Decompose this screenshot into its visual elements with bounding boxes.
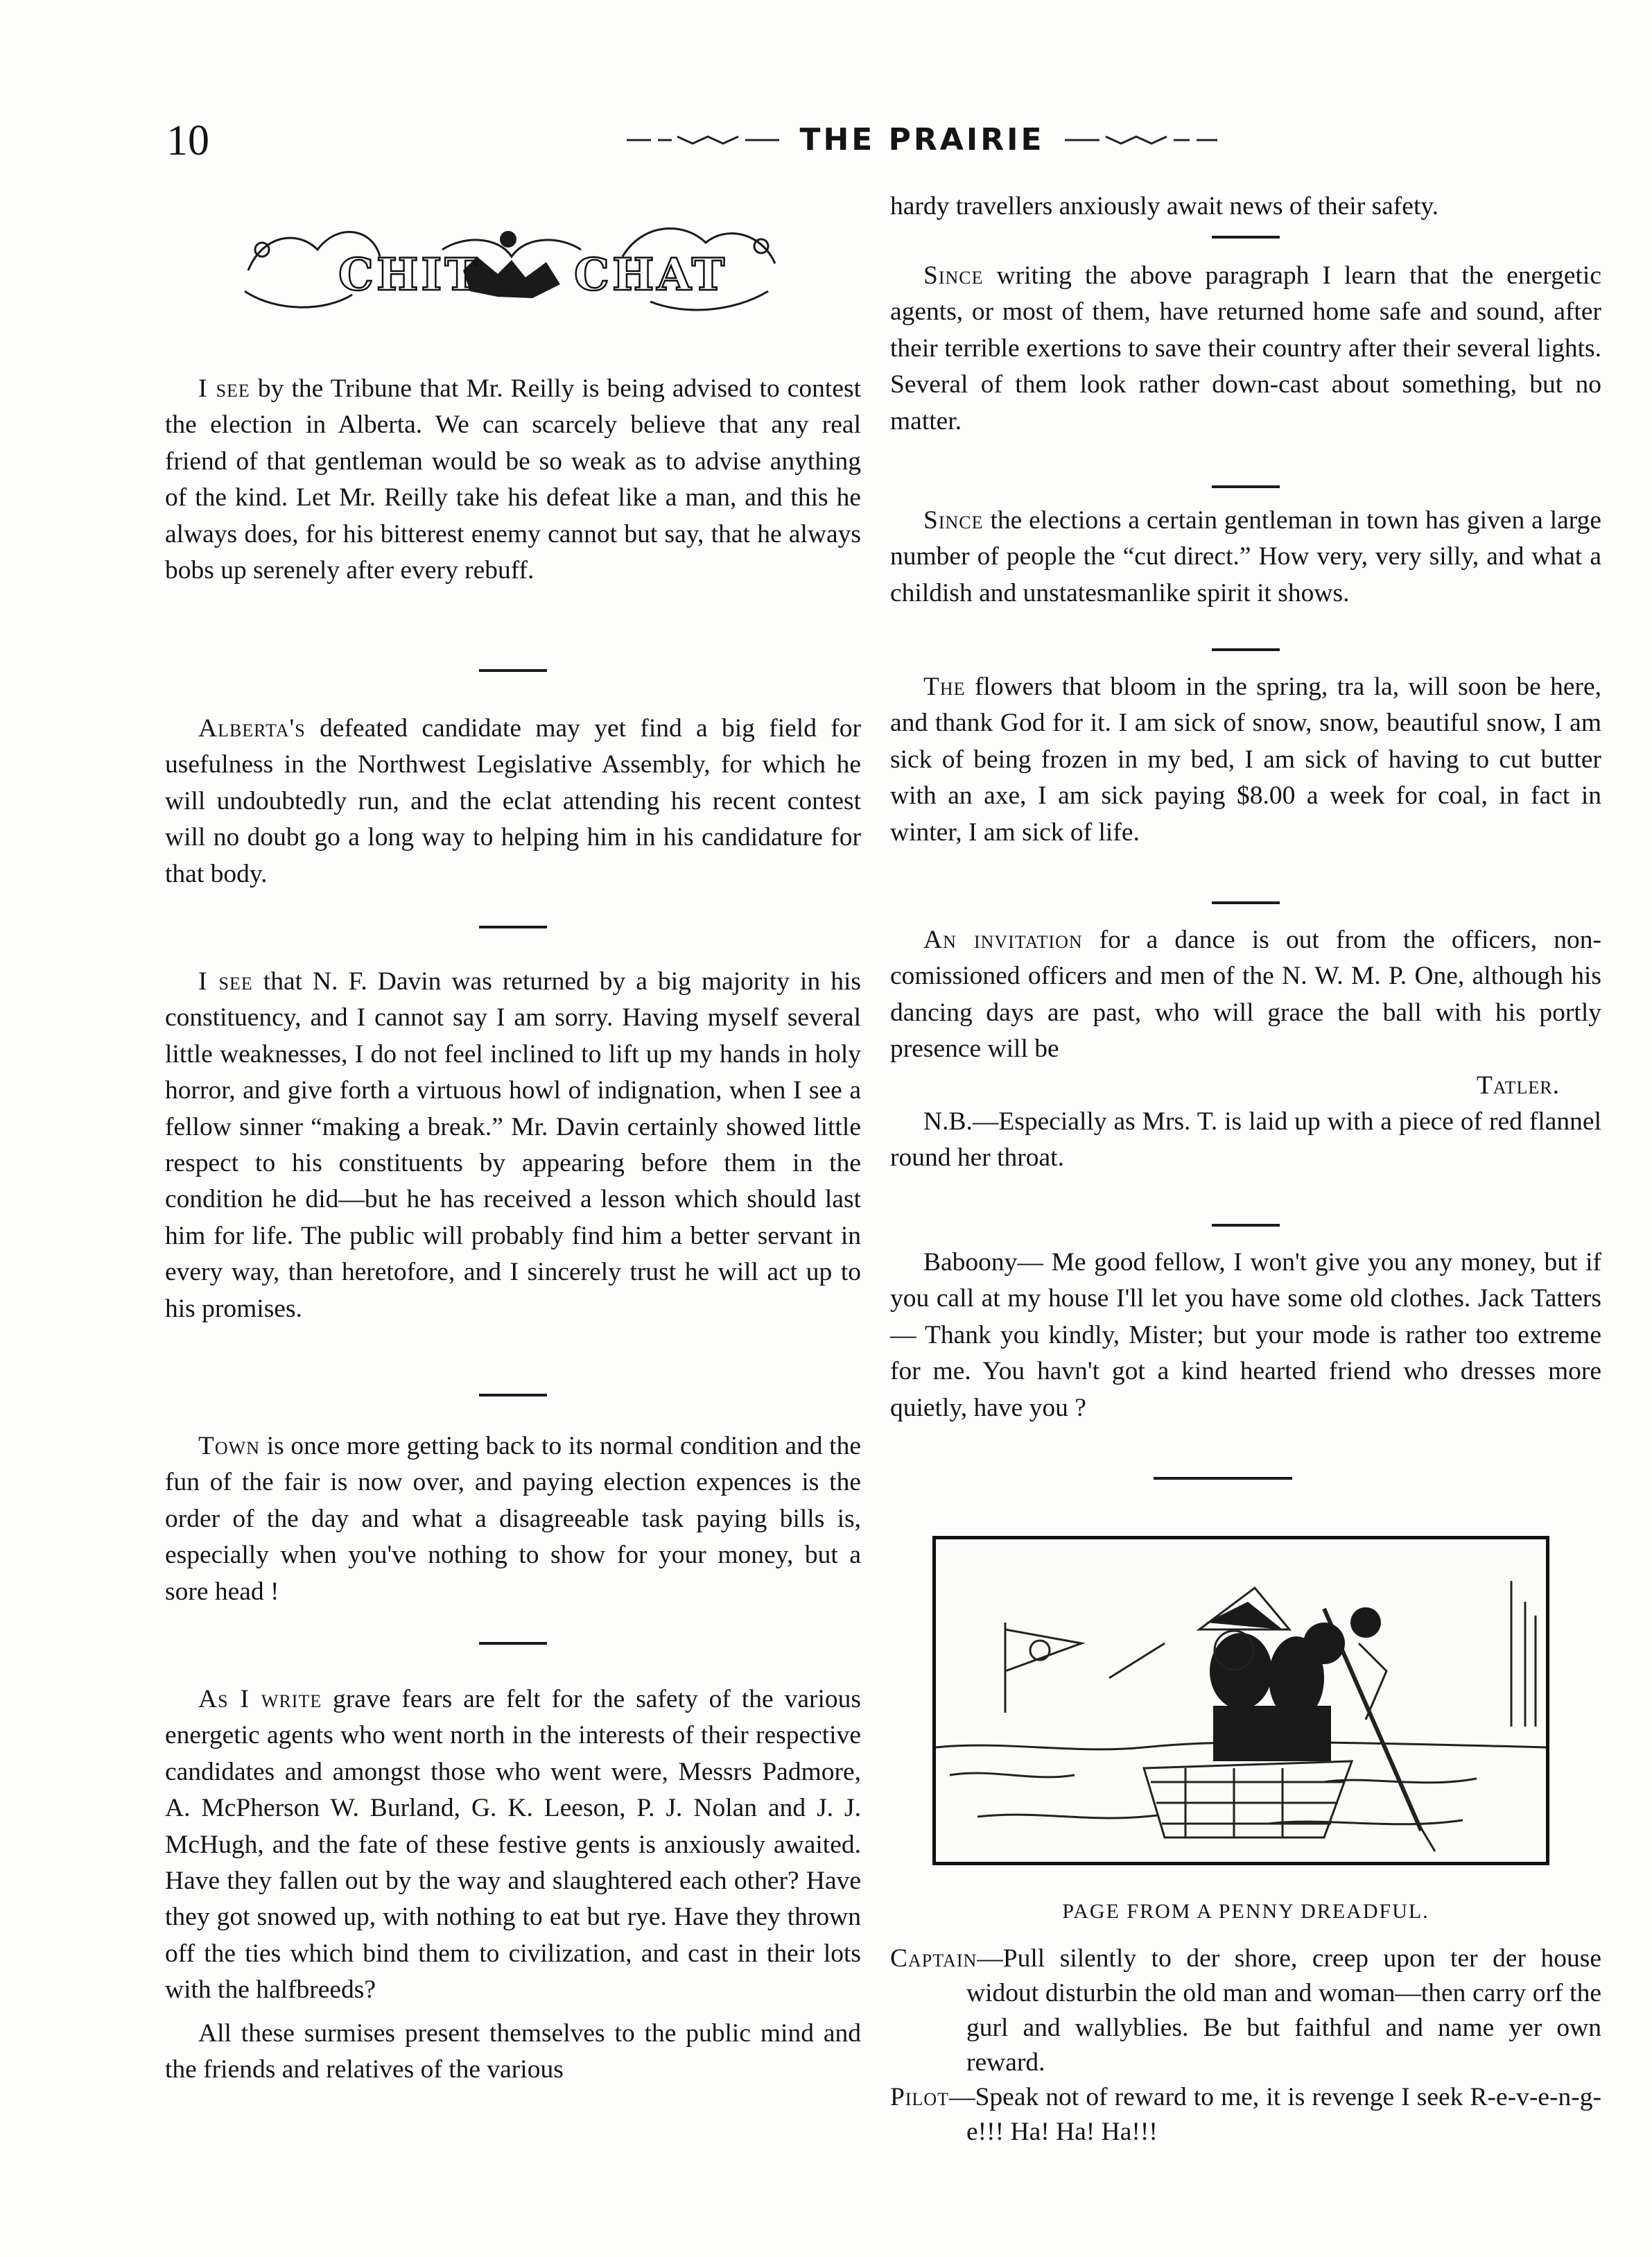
- item-lead: Since: [923, 261, 984, 290]
- item-text: grave fears are felt for the safety of the various energetic agents who went north in the interests of their respective candidates and amongst those who went were, Messrs Padmore, A. McPherson W. Burland, G. K. Leeson, P. J. Nolan and J. J. McHugh, and the fate of these festive gents is anxiously awaited. Have they fallen out by the way and slaughtered each other? Have they got snowed up, with nothing to eat but rye. Have they thrown off the ties which bind them to civilization, and cast in their lots with the halfbreeds?: [165, 1685, 861, 2005]
- divider-rule: [1212, 1224, 1280, 1227]
- page-number: 10: [166, 117, 209, 164]
- item-text: flowers that bloom in the spring, tra la, will soon be here, and thank God for it. I am sick of snow, snow, beautiful snow, I am sick of being frozen in my bed, I am sick of having to cut butter with an axe, I am sick paying $8.00 a week for coal, in fact in winter, I am sick of life.: [890, 673, 1601, 847]
- left-ornament-icon: [623, 132, 783, 148]
- banner-right-word: CHAT: [574, 249, 728, 301]
- banner-left-word: CHIT: [338, 249, 480, 301]
- item-since-writing: [890, 258, 1601, 440]
- divider-rule: [479, 669, 547, 672]
- running-head-title: THE PRAIRIE: [799, 122, 1045, 157]
- item-davin: [165, 964, 861, 1327]
- item-lead: I see: [198, 374, 250, 403]
- item-flowers: [890, 669, 1601, 851]
- signature: Tatler.: [1476, 1071, 1560, 1100]
- speaker: Pilot: [890, 2083, 950, 2111]
- divider-rule: [1212, 485, 1280, 488]
- item-text: N.B.—Especially as Mrs. T. is laid up with a piece of red flannel round her throat.: [890, 1107, 1601, 1173]
- item-lead: An invitation: [923, 926, 1083, 954]
- item-text: by the Tribune that Mr. Reilly is being advised to contest the election in Alberta. We can scarcely believe that any real friend of that gentleman would be so weak as to advise anything of the kind. Let Mr. Reilly take his defeat like a man, and this he always does, for his bitterest enemy cannot but say, that he always bobs up serenely after every rebuff.: [165, 374, 861, 585]
- speech: —Pull silently to der shore, creep upon ter der house widout disturbin the old man and woman—then carry orf the gurl and wallyblies. Be but faithful and name yer own reward.: [966, 1944, 1601, 2077]
- item-since-elections: [890, 503, 1601, 612]
- item-baboony: [890, 1245, 1601, 1426]
- dialogue-entry: [890, 1942, 1601, 2080]
- item-reilly: [165, 371, 861, 589]
- item-lead: I see: [198, 967, 253, 996]
- item-lead: Town: [198, 1432, 260, 1460]
- item-town: [165, 1428, 861, 1610]
- item-lead: Since: [923, 506, 984, 535]
- item-text: Baboony— Me good fellow, I won't give you any money, but if you call at my house I'll let you have some old clothes. Jack Tatters— Thank you kindly, Mister; but your mode is rather too extreme for me. You havn't got a kind hearted friend who dresses more quietly, have you ?: [890, 1248, 1601, 1422]
- item-lead: Alberta's: [198, 714, 306, 743]
- item-lead: As I write: [198, 1685, 322, 1713]
- illustration-caption: PAGE FROM A PENNY DREADFUL.: [1062, 1900, 1429, 1923]
- item-text: writing the above paragraph I learn that the energetic agents, or most of them, have returned home safe and sound, after their terrible exertions to save their country after their several lights. Several of them look rather down-cast about something, but no matter.: [890, 261, 1601, 435]
- right-ornament-icon: [1061, 132, 1221, 148]
- divider-rule: [1212, 648, 1280, 651]
- speech: —Speak not of reward to me, it is revenge I seek R-e-v-e-n-g-e!!! Ha! Ha! Ha!!!: [949, 2083, 1601, 2146]
- item-text: defeated candidate may yet find a big field for usefulness in the Northwest Legislative Assembly, for which he will undoubtedly run, and the eclat attending his recent contest will no doubt go a long way to helping him in his candidature for that body.: [165, 714, 861, 888]
- divider-rule: [1212, 901, 1280, 904]
- item-text: hardy travellers anxiously await news of their safety.: [890, 192, 1439, 220]
- divider-rule: [479, 1642, 547, 1645]
- item-lead: The: [923, 673, 966, 701]
- item-invitation: [890, 922, 1601, 1177]
- item-text: for a dance is out from the officers, non-comissioned officers and men of the N. W. M. P. One, although his dancing days are past, who will grace the ball with his portly presence will be: [890, 926, 1601, 1064]
- dialogue: [890, 1942, 1601, 2150]
- speaker: Captain: [890, 1944, 977, 1973]
- boat-illustration: [932, 1536, 1549, 1865]
- dialogue-entry: [890, 2080, 1601, 2150]
- running-head: [610, 122, 1234, 157]
- item-text: is once more getting back to its normal condition and the fun of the fair is now over, and paying election expences is the order of the day and what a disagreeable task paying bills is, especially when you've nothing to show for your money, but a sore head !: [165, 1432, 861, 1606]
- divider-rule: [479, 1394, 547, 1396]
- divider-rule: [1154, 1477, 1292, 1480]
- divider-rule: [1212, 236, 1280, 239]
- item-text: that N. F. Davin was returned by a big majority in his constituency, and I cannot say I am sorry. Having myself several little weaknesses, I do not feel inclined to lift up my hands in holy horror, and give forth a virtuous howl of indignation, when I see a fellow sinner “making a break.” Mr. Davin certainly showed little respect to his constituents by appearing before them in the condition he did—but he has received a lesson which should last him for life. The public will probably find him a better servant in every way, than heretofore, and I sincerely trust he will act up to his promises.: [165, 967, 861, 1323]
- item-text: the elections a certain gentleman in town has given a large number of people the “cut direct.” How very, very silly, and what a childish and unstatesmanlike spirit it shows.: [890, 506, 1601, 607]
- chit-chat-banner: [234, 208, 789, 326]
- item-continued: [890, 189, 1601, 225]
- item-text: All these surmises present themselves to the public mind and the friends and relatives of the various: [165, 2018, 861, 2084]
- divider-rule: [479, 926, 547, 928]
- item-as-i-write: [165, 1681, 861, 2088]
- item-alberta: [165, 711, 861, 892]
